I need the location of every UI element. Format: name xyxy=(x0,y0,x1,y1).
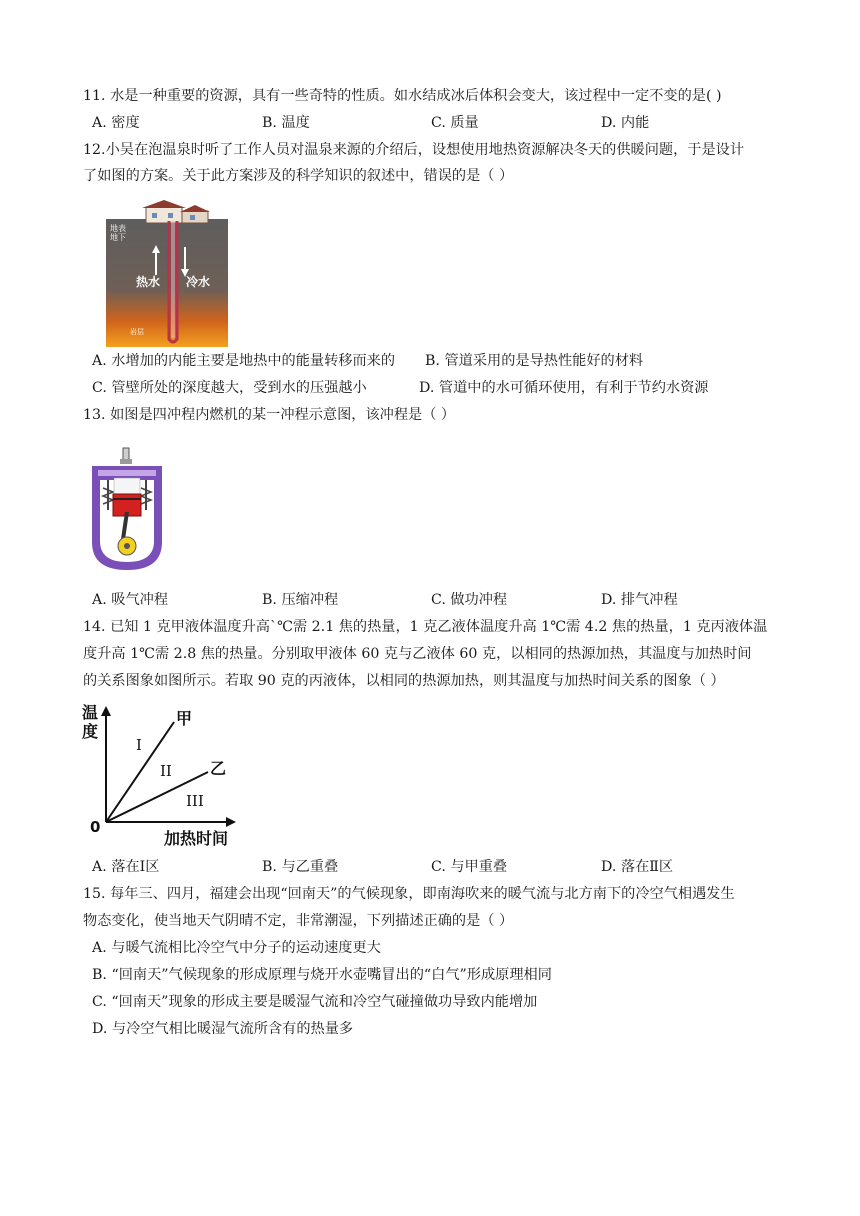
q14-stem-line3: 的关系图象如图所示。若取 90 克的丙液体，以相同的热源加热，则其温度与加热时间关系的图象（ ） xyxy=(83,673,725,689)
label-rock: 岩层 xyxy=(130,328,144,336)
q15-stem-line1: 15. 每年三、四月，福建会出现“回南天”的气候现象，即南海吹来的暖气流与北方南下的冷空气相遇发生 xyxy=(83,886,735,902)
q13-option-c: C. 做功冲程 xyxy=(431,592,508,608)
q14-option-d: D. 落在Ⅱ区 xyxy=(601,859,674,875)
q12-option-c: C. 管壁所处的深度越大，受到水的压强越小 xyxy=(92,380,367,396)
engine-stroke-figure xyxy=(86,446,168,574)
q14-option-c: C. 与甲重叠 xyxy=(431,859,508,875)
q12-option-a: A. 水增加的内能主要是地热中的能量转移而来的 xyxy=(92,353,396,369)
q11-option-b: B. 温度 xyxy=(262,115,310,131)
x-axis-arrow xyxy=(226,817,236,827)
q13-stem: 13. 如图是四冲程内燃机的某一冲程示意图，该冲程是（ ） xyxy=(83,407,456,423)
y-label-char-1: 温 xyxy=(82,703,99,722)
q14-stem-line2: 度升高 1℃需 2.8 焦的热量。分别取甲液体 60 克与乙液体 60 克，以相同的热源加热，其温度与加热时间 xyxy=(83,646,752,662)
q13-option-a: A. 吸气冲程 xyxy=(92,592,169,608)
q12-stem-line2: 了如图的方案。关于此方案涉及的科学知识的叙述中，错误的是（ ） xyxy=(83,168,514,184)
geothermal-figure xyxy=(106,199,228,347)
region-2-label: II xyxy=(160,762,172,780)
line-jia-label: 甲 xyxy=(176,709,193,728)
y-axis-arrow xyxy=(101,706,111,716)
line-yi-label: 乙 xyxy=(210,759,227,778)
q11-option-c: C. 质量 xyxy=(431,115,479,131)
x-label: 加热时间 xyxy=(164,829,229,848)
q11-option-a: A. 密度 xyxy=(92,115,140,131)
label-surface: 地表 xyxy=(110,224,126,233)
label-underground: 地下 xyxy=(110,233,126,242)
q15-option-a: A. 与暖气流相比冷空气中分子的运动速度更大 xyxy=(92,940,381,956)
region-1-label: I xyxy=(136,736,142,754)
q13-option-b: B. 压缩冲程 xyxy=(262,592,339,608)
q15-option-c: C. “回南天”现象的形成主要是暖湿气流和冷空气碰撞做功导致内能增加 xyxy=(92,994,538,1010)
q15-option-d: D. 与冷空气相比暖湿气流所含有的热量多 xyxy=(92,1021,354,1037)
q15-stem-line2: 物态变化，使当地天气阴晴不定，非常潮湿，下列描述正确的是（ ） xyxy=(83,913,514,929)
q14-option-b: B. 与乙重叠 xyxy=(262,859,339,875)
origin-label: 0 xyxy=(90,818,101,836)
q12-option-b: B. 管道采用的是导热性能好的材料 xyxy=(425,353,644,369)
q12-option-d: D. 管道中的水可循环使用，有利于节约水资源 xyxy=(419,380,709,396)
q12-stem-line1: 12.小吴在泡温泉时听了工作人员对温泉来源的介绍后，设想使用地热资源解决冬天的供暖问题，于是设计 xyxy=(83,142,745,158)
region-3-label: III xyxy=(186,792,204,810)
temperature-time-graph xyxy=(80,700,250,850)
q14-stem-line1: 14. 已知 1 克甲液体温度升高`℃需 2.1 焦的热量，1 克乙液体温度升高 1℃需 4.2 焦的热量，1 克丙液体温 xyxy=(83,619,768,635)
q13-option-d: D. 排气冲程 xyxy=(601,592,678,608)
y-label-char-2: 度 xyxy=(82,722,99,741)
label-hot-water: 热水 xyxy=(136,275,161,289)
q15-option-b: B. “回南天”气候现象的形成原理与烧开水壶嘴冒出的“白气”形成原理相同 xyxy=(92,967,552,983)
q11-stem: 11. 水是一种重要的资源，具有一些奇特的性质。如水结成冰后体积会变大，该过程中一定不变的是( ) xyxy=(83,88,722,104)
q11-option-d: D. 内能 xyxy=(601,115,650,131)
q14-option-a: A. 落在Ⅰ区 xyxy=(92,859,160,875)
label-cold-water: 冷水 xyxy=(186,275,211,289)
